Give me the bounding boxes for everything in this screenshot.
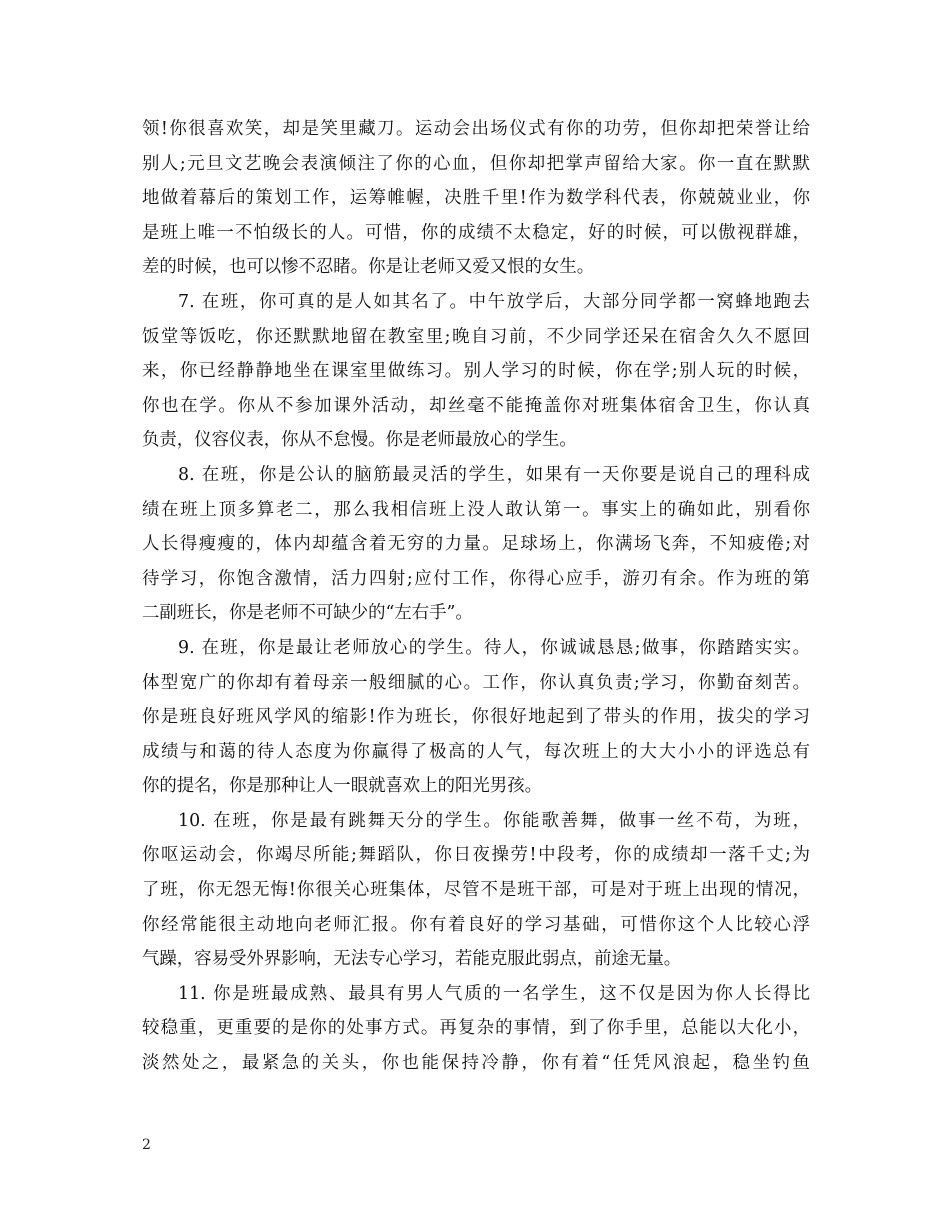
text-line: 你的提名，你是那种让人一眼就喜欢上的阳光男孩。 — [142, 776, 542, 797]
paragraph-8-start: 8. 在班，你是公认的脑筋最灵活的学生，如果有一天你要是说自己的理科成 — [178, 464, 810, 485]
text-line: 淡然处之，最紧急的关头，你也能保持冷静，你有着“任凭风浪起，稳坐钓鱼 — [142, 1053, 810, 1074]
text-line: 负责，仪容仪表，你从不怠慢。你是老师最放心的学生。 — [142, 430, 577, 451]
text-line: 你是班良好班风学风的缩影!作为班长，你很好地起到了带头的作用，拔尖的学习 — [142, 707, 810, 728]
text-line: 较稳重，更重要的是你的处事方式。再复杂的事情，到了你手里，总能以大化小， — [142, 1018, 810, 1039]
body-text — [142, 112, 810, 1081]
page-number: 2 — [142, 1137, 151, 1153]
text-line: 成绩与和蔼的待人态度为你赢得了极高的人气，每次班上的大大小小的评选总有 — [142, 741, 810, 762]
paragraph-10-start: 10. 在班，你是最有跳舞天分的学生。你能歌善舞，做事一丝不苟，为班， — [178, 810, 810, 831]
text-line: 了班，你无怨无悔!你很关心班集体，尽管不是班干部，可是对于班上出现的情况， — [142, 880, 810, 901]
paragraph-9-start: 9. 在班，你是最让老师放心的学生。待人，你诚诚恳恳;做事，你踏踏实实。 — [178, 637, 810, 658]
paragraph-7-start: 7. 在班，你可真的是人如其名了。中午放学后，大部分同学都一窝蜂地跑去 — [178, 291, 810, 312]
text-line: 待学习，你饱含激情，活力四射;应付工作，你得心应手，游刃有余。作为班的第 — [142, 568, 810, 589]
text-line: 人长得瘦瘦的，体内却蕴含着无穷的力量。足球场上，你满场飞奔，不知疲倦;对 — [142, 534, 810, 555]
text-line: 来，你已经静静地坐在课室里做练习。别人学习的时候，你在学;别人玩的时候， — [142, 361, 810, 382]
text-line: 你也在学。你从不参加课外活动，却丝毫不能掩盖你对班集体宿舍卫生，你认真 — [142, 395, 810, 416]
paragraph-11-start: 11. 你是班最成熟、最具有男人气质的一名学生，这不仅是因为你人长得比 — [178, 983, 810, 1004]
text-line: 气躁，容易受外界影响，无法专心学习，若能克服此弱点，前途无量。 — [142, 949, 682, 970]
text-line: 你呕运动会，你竭尽所能;舞蹈队，你日夜操劳!中段考，你的成绩却一落千丈;为 — [142, 845, 810, 866]
text-line: 你经常能很主动地向老师汇报。你有着良好的学习基础，可惜你这个人比较心浮 — [142, 914, 810, 935]
text-line: 二副班长，你是老师不可缺少的“左右手”。 — [142, 603, 473, 624]
text-line: 是班上唯一不怕级长的人。可惜，你的成绩不太稳定，好的时候，可以傲视群雄， — [142, 222, 810, 243]
text-line: 别人;元旦文艺晚会表演倾注了你的心血，但你却把掌声留给大家。你一直在默默 — [142, 153, 810, 174]
text-line: 体型宽广的你却有着母亲一般细腻的心。工作，你认真负责;学习，你勤奋刻苦。 — [142, 672, 810, 693]
text-line: 差的时候，也可以惨不忍睹。你是让老师又爱又恨的女生。 — [142, 257, 595, 278]
text-line: 饭堂等饭吃，你还默默地留在教室里;晚自习前，不少同学还呆在宿舍久久不愿回 — [142, 326, 810, 347]
text-line: 绩在班上顶多算老二，那么我相信班上没人敢认第一。事实上的确如此，别看你 — [142, 499, 810, 520]
text-line: 领!你很喜欢笑，却是笑里藏刀。运动会出场仪式有你的功劳，但你却把荣誉让给 — [142, 119, 810, 139]
text-line: 地做着幕后的策划工作，运筹帷幄，决胜千里!作为数学科代表，你兢兢业业，你 — [142, 188, 810, 209]
